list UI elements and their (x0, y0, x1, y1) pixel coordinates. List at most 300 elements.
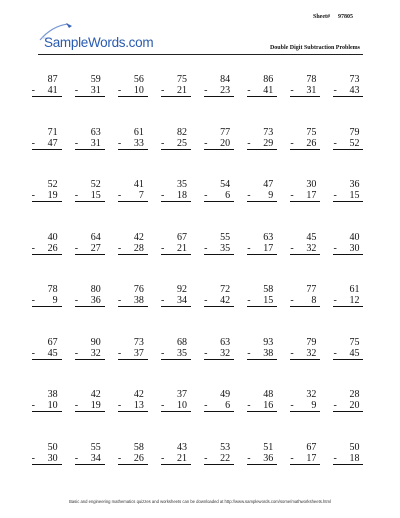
subtrahend: 10 (47, 400, 58, 411)
logo-text: SampleWords.com (44, 35, 154, 50)
subtrahend: 43 (349, 85, 360, 96)
subtrahend: 21 (176, 242, 187, 254)
subtrahend-line (161, 453, 191, 465)
minuend: 73 (133, 336, 144, 348)
subtrahend: 41 (47, 85, 58, 96)
subtrahend: 26 (306, 137, 317, 149)
subtrahend-line (204, 190, 234, 202)
subtrahend-line (333, 243, 363, 255)
subtrahend: 37 (133, 347, 144, 359)
subtraction-problem (327, 389, 370, 442)
subtrahend: 28 (133, 242, 144, 254)
subtrahend-line (75, 400, 105, 412)
minuend: 58 (133, 441, 144, 453)
minuend: 93 (263, 336, 274, 348)
minuend: 30 (306, 179, 317, 190)
minus-sign: - (74, 242, 79, 254)
subtraction-problem (241, 232, 284, 285)
minus-sign: - (117, 452, 122, 464)
subtraction-problem (68, 442, 111, 495)
minuend: 63 (220, 336, 231, 348)
minuend: 68 (176, 336, 187, 348)
minuend: 63 (263, 231, 274, 243)
minuend: 54 (220, 179, 231, 190)
minus-sign: - (204, 85, 208, 96)
subtrahend: 38 (263, 347, 274, 359)
subtrahend: 31 (306, 85, 317, 96)
subtrahend-line (118, 243, 148, 255)
minuend: 67 (306, 441, 317, 453)
subtrahend-line (75, 348, 105, 360)
minus-sign: - (74, 85, 79, 96)
minus-sign: - (247, 400, 251, 411)
subtrahend-line (290, 243, 320, 255)
subtrahend: 31 (90, 137, 101, 149)
subtraction-problem (68, 232, 111, 285)
subtraction-problem (154, 284, 197, 337)
minuend: 92 (176, 284, 187, 295)
subtraction-problem (198, 74, 241, 127)
subtrahend-line (333, 453, 363, 465)
minuend: 78 (306, 74, 317, 85)
subtraction-problem (284, 127, 327, 180)
site-logo (38, 22, 188, 50)
subtrahend: 18 (176, 190, 187, 201)
minus-sign: - (333, 190, 337, 201)
subtrahend: 32 (90, 347, 101, 359)
minuend: 79 (306, 336, 317, 348)
minuend: 87 (47, 74, 58, 85)
minuend: 75 (349, 336, 360, 348)
minuend: 45 (306, 231, 317, 243)
minuend: 50 (349, 441, 360, 453)
minus-sign: - (290, 295, 294, 306)
minuend: 47 (263, 179, 274, 190)
subtraction-problem (154, 127, 197, 180)
minuend: 75 (176, 74, 187, 85)
minuend: 42 (133, 231, 144, 243)
subtrahend: 7 (138, 190, 144, 201)
subtrahend: 41 (263, 85, 274, 96)
minuend: 56 (133, 74, 144, 85)
subtraction-problem (68, 127, 111, 180)
subtrahend: 32 (220, 347, 231, 359)
minus-sign: - (74, 452, 79, 464)
subtrahend: 27 (90, 242, 101, 254)
minuend: 76 (133, 284, 144, 295)
subtrahend: 36 (90, 295, 101, 306)
minuend: 64 (90, 231, 101, 243)
subtrahend-line (333, 400, 363, 412)
minuend: 43 (176, 441, 187, 453)
subtraction-problem (154, 337, 197, 390)
minus-sign: - (204, 452, 208, 464)
subtrahend: 19 (47, 190, 58, 201)
minuend: 61 (133, 126, 144, 138)
subtraction-problem (198, 389, 241, 442)
subtraction-problem (154, 442, 197, 495)
minus-sign: - (117, 190, 122, 201)
minus-sign: - (160, 137, 165, 149)
subtraction-problem (241, 337, 284, 390)
subtrahend-line (247, 243, 277, 255)
minus-sign: - (333, 452, 337, 464)
subtrahend-line (204, 400, 234, 412)
subtraction-problem (111, 337, 154, 390)
subtrahend-line (247, 400, 277, 412)
subtrahend-line (32, 85, 62, 97)
subtraction-problem (198, 337, 241, 390)
subtrahend-line (204, 138, 234, 150)
subtraction-problem (68, 179, 111, 232)
subtraction-problem (25, 284, 68, 337)
minus-sign: - (290, 242, 294, 254)
subtrahend-line (161, 295, 191, 307)
minus-sign: - (247, 85, 251, 96)
subtrahend-line (247, 138, 277, 150)
subtraction-problem (68, 74, 111, 127)
minus-sign: - (160, 400, 165, 411)
subtrahend: 9 (52, 295, 58, 306)
minus-sign: - (74, 190, 79, 201)
minus-sign: - (31, 242, 35, 254)
subtrahend-line (118, 348, 148, 360)
minuend: 48 (263, 389, 274, 400)
minus-sign: - (247, 242, 251, 254)
subtrahend-line (204, 295, 234, 307)
minus-sign: - (247, 347, 251, 359)
subtraction-problem (68, 337, 111, 390)
subtrahend: 10 (133, 85, 144, 96)
subtrahend: 17 (263, 242, 274, 254)
subtrahend: 19 (90, 400, 101, 411)
subtrahend: 33 (133, 137, 144, 149)
subtrahend-line (290, 453, 320, 465)
subtraction-problem (154, 74, 197, 127)
subtraction-problem (284, 232, 327, 285)
subtrahend: 6 (225, 400, 231, 411)
subtrahend: 22 (220, 452, 231, 464)
minus-sign: - (160, 242, 165, 254)
worksheet-title: Double Digit Subtraction Problems (269, 45, 360, 51)
minus-sign: - (204, 137, 208, 149)
subtrahend: 29 (263, 137, 274, 149)
subtrahend-line (247, 85, 277, 97)
subtrahend-line (290, 85, 320, 97)
minuend: 78 (47, 284, 58, 295)
subtrahend: 25 (176, 137, 187, 149)
subtrahend-line (32, 243, 62, 255)
minuend: 51 (263, 441, 274, 453)
minuend: 40 (349, 231, 360, 243)
subtraction-problem (198, 179, 241, 232)
subtrahend-line (118, 190, 148, 202)
subtraction-problem (111, 127, 154, 180)
subtrahend: 17 (306, 190, 317, 201)
subtrahend-line (161, 138, 191, 150)
subtraction-problem (111, 442, 154, 495)
subtrahend-line (290, 400, 320, 412)
subtrahend-line (161, 85, 191, 97)
subtrahend-line (75, 295, 105, 307)
subtrahend: 20 (349, 400, 360, 411)
subtraction-problem (111, 74, 154, 127)
subtrahend: 34 (90, 452, 101, 464)
subtrahend: 17 (306, 452, 317, 464)
subtrahend: 45 (47, 347, 58, 359)
subtrahend-line (32, 295, 62, 307)
minuend: 42 (133, 389, 144, 400)
subtrahend-line (290, 190, 320, 202)
subtraction-problem (284, 284, 327, 337)
minus-sign: - (290, 85, 294, 96)
subtrahend-line (75, 138, 105, 150)
minuend: 77 (220, 126, 231, 138)
subtrahend-line (32, 190, 62, 202)
minus-sign: - (204, 242, 208, 254)
subtrahend: 16 (263, 400, 274, 411)
minus-sign: - (204, 295, 208, 306)
minus-sign: - (333, 295, 337, 306)
subtrahend: 6 (225, 190, 231, 201)
subtrahend-line (75, 453, 105, 465)
minuend: 38 (47, 389, 58, 400)
subtrahend: 35 (176, 347, 187, 359)
subtrahend: 42 (220, 295, 231, 306)
minus-sign: - (290, 452, 294, 464)
subtraction-problem (241, 442, 284, 495)
minuend: 36 (349, 179, 360, 190)
sheet-number (313, 14, 353, 20)
subtrahend-line (204, 453, 234, 465)
minuend: 73 (263, 126, 274, 138)
subtrahend: 31 (90, 85, 101, 96)
subtrahend-line (161, 190, 191, 202)
subtrahend: 9 (268, 190, 274, 201)
minuend: 63 (90, 126, 101, 138)
minus-sign: - (117, 400, 122, 411)
subtrahend-line (290, 138, 320, 150)
minuend: 50 (47, 441, 58, 453)
subtraction-problem (284, 74, 327, 127)
subtraction-problem (68, 284, 111, 337)
subtraction-problem (327, 232, 370, 285)
minus-sign: - (333, 137, 337, 149)
minuend: 41 (133, 179, 144, 190)
minuend: 28 (349, 389, 360, 400)
minus-sign: - (160, 190, 165, 201)
subtraction-problem (154, 389, 197, 442)
subtrahend: 21 (176, 85, 187, 96)
minuend: 90 (90, 336, 101, 348)
subtraction-problem (327, 337, 370, 390)
minuend: 84 (220, 74, 231, 85)
minuend: 32 (306, 389, 317, 400)
minus-sign: - (31, 295, 35, 306)
subtraction-problem (241, 179, 284, 232)
subtrahend-line (32, 453, 62, 465)
subtrahend-line (118, 138, 148, 150)
minus-sign: - (333, 347, 337, 359)
subtraction-problem (25, 232, 68, 285)
subtrahend-line (161, 243, 191, 255)
subtraction-problem (284, 337, 327, 390)
subtrahend: 12 (349, 295, 360, 306)
minus-sign: - (31, 347, 35, 359)
subtraction-problem (241, 74, 284, 127)
subtrahend-line (118, 453, 148, 465)
minus-sign: - (117, 137, 122, 149)
subtrahend: 18 (349, 452, 360, 464)
subtraction-problem (111, 284, 154, 337)
minuend: 72 (220, 284, 231, 295)
subtrahend-line (333, 190, 363, 202)
minus-sign: - (204, 347, 208, 359)
minuend: 53 (220, 441, 231, 453)
subtrahend: 26 (47, 242, 58, 254)
minuend: 55 (90, 441, 101, 453)
subtrahend-line (32, 348, 62, 360)
minuend: 49 (220, 389, 231, 400)
minuend: 71 (47, 126, 58, 138)
subtraction-problem (198, 284, 241, 337)
subtrahend-line (290, 348, 320, 360)
minuend: 86 (263, 74, 274, 85)
minus-sign: - (290, 347, 294, 359)
subtraction-problem (111, 232, 154, 285)
minuend: 40 (47, 231, 58, 243)
subtrahend-line (333, 85, 363, 97)
subtrahend: 13 (133, 400, 144, 411)
subtrahend-line (333, 348, 363, 360)
subtraction-problem (25, 337, 68, 390)
subtraction-problem (284, 389, 327, 442)
subtrahend: 47 (47, 137, 58, 149)
subtrahend-line (204, 348, 234, 360)
subtrahend: 15 (349, 190, 360, 201)
subtrahend-line (118, 85, 148, 97)
minus-sign: - (333, 85, 337, 96)
subtrahend: 32 (306, 347, 317, 359)
subtraction-problem (198, 127, 241, 180)
subtrahend: 15 (263, 295, 274, 306)
subtraction-problem (241, 389, 284, 442)
minus-sign: - (74, 137, 79, 149)
subtrahend-line (333, 295, 363, 307)
subtraction-problem (25, 179, 68, 232)
minus-sign: - (117, 242, 122, 254)
minuend: 75 (306, 126, 317, 138)
subtrahend: 36 (263, 452, 274, 464)
subtrahend-line (204, 243, 234, 255)
subtraction-problem (25, 127, 68, 180)
minuend: 42 (90, 389, 101, 400)
subtraction-problem (327, 127, 370, 180)
minuend: 58 (263, 284, 274, 295)
subtrahend: 9 (311, 400, 317, 411)
minus-sign: - (247, 190, 251, 201)
subtraction-problem (111, 389, 154, 442)
subtraction-problem (327, 74, 370, 127)
minus-sign: - (160, 347, 165, 359)
minus-sign: - (74, 400, 79, 411)
subtraction-problem (68, 389, 111, 442)
footer-text: Basic and engineering mathematics quizzes and worksheets can be downloaded at http://www.samplewords.com/some/mathworksheets.html (69, 499, 331, 504)
subtrahend: 52 (349, 137, 360, 149)
subtrahend-line (333, 138, 363, 150)
minuend: 52 (90, 179, 101, 190)
minus-sign: - (31, 190, 35, 201)
subtraction-problem (327, 442, 370, 495)
minus-sign: - (247, 452, 251, 464)
minus-sign: - (31, 400, 35, 411)
sheet-value: 97805 (338, 14, 353, 20)
minus-sign: - (160, 452, 165, 464)
minuend: 55 (220, 231, 231, 243)
subtraction-problem (25, 74, 68, 127)
subtraction-problem (327, 284, 370, 337)
minus-sign: - (74, 295, 79, 306)
subtrahend: 26 (133, 452, 144, 464)
subtrahend: 20 (220, 137, 231, 149)
subtrahend-line (118, 400, 148, 412)
subtrahend: 15 (90, 190, 101, 201)
subtrahend-line (247, 190, 277, 202)
minus-sign: - (160, 295, 165, 306)
minuend: 73 (349, 74, 360, 85)
subtrahend-line (204, 85, 234, 97)
subtrahend-line (75, 243, 105, 255)
minuend: 77 (306, 284, 317, 295)
subtrahend: 10 (176, 400, 187, 411)
subtraction-problem (111, 179, 154, 232)
subtrahend: 21 (176, 452, 187, 464)
subtrahend: 30 (349, 242, 360, 254)
minus-sign: - (31, 137, 35, 149)
subtraction-problem (284, 442, 327, 495)
minuend: 52 (47, 179, 58, 190)
subtrahend-line (247, 295, 277, 307)
subtrahend-line (118, 295, 148, 307)
subtraction-problem (241, 284, 284, 337)
minus-sign: - (247, 295, 251, 306)
minus-sign: - (333, 242, 337, 254)
minus-sign: - (117, 85, 122, 96)
subtrahend: 45 (349, 347, 360, 359)
subtrahend: 38 (133, 295, 144, 306)
subtrahend: 32 (306, 242, 317, 254)
subtrahend-line (290, 295, 320, 307)
minuend: 67 (47, 336, 58, 348)
minuend: 80 (90, 284, 101, 295)
subtrahend-line (247, 453, 277, 465)
subtrahend: 35 (220, 242, 231, 254)
minus-sign: - (290, 190, 294, 201)
subtrahend: 8 (311, 295, 317, 306)
subtraction-problem (198, 232, 241, 285)
subtrahend-line (161, 400, 191, 412)
subtraction-problem (241, 127, 284, 180)
minus-sign: - (74, 347, 79, 359)
subtraction-problem (198, 442, 241, 495)
subtraction-problem (25, 389, 68, 442)
sheet-label: Sheet# (313, 14, 330, 20)
minus-sign: - (31, 452, 35, 464)
minus-sign: - (117, 347, 122, 359)
problem-grid (25, 74, 370, 494)
minuend: 37 (176, 389, 187, 400)
title-divider (38, 54, 363, 55)
